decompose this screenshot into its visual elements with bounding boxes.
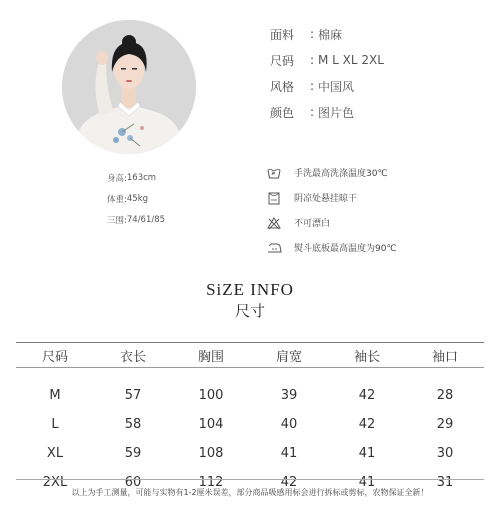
size-table xyxy=(16,342,484,497)
table-cell: L xyxy=(51,417,59,432)
table-cell: 42 xyxy=(358,388,376,403)
table-cell: 57 xyxy=(124,388,142,403)
table-cell: 28 xyxy=(436,388,454,403)
table-cell: 60 xyxy=(124,475,142,490)
care-hand-wash xyxy=(266,160,397,185)
care-iron xyxy=(266,235,397,260)
hang-dry-shade-icon xyxy=(266,190,282,206)
table-body xyxy=(16,368,484,497)
attr-separator: : xyxy=(310,105,315,119)
model-measurements xyxy=(107,167,165,230)
table-cell: 108 xyxy=(198,446,224,461)
table-row xyxy=(16,410,484,439)
model-height xyxy=(107,167,165,188)
table-header-cell: 衣长 xyxy=(119,349,146,365)
care-text: 不可漂白 xyxy=(294,219,331,229)
table-cell: XL xyxy=(46,446,64,461)
table-header-cell: 袖长 xyxy=(353,349,380,365)
attr-label: 尺码 xyxy=(270,53,295,68)
table-cell: 2XL xyxy=(42,475,68,490)
table-cell: 112 xyxy=(198,475,224,490)
model-label: 体重: xyxy=(107,194,127,205)
attr-fabric xyxy=(270,21,384,47)
attr-label: 风格 xyxy=(270,79,295,94)
table-bottom-rule xyxy=(16,479,484,480)
footnote: 以上为手工测量，可能与实物有1-2厘米误差，部分商品吸感用标会进行拆标或剪标，农物保证全新！ xyxy=(71,488,429,497)
attr-value: 图片色 xyxy=(318,105,355,120)
attr-value: 棉麻 xyxy=(318,27,343,42)
table-cell: 40 xyxy=(280,417,298,432)
attr-separator: : xyxy=(310,53,315,67)
model-weight xyxy=(107,188,165,209)
model-measurements-bwh xyxy=(107,209,165,230)
care-instructions xyxy=(266,160,397,260)
model-photo xyxy=(62,20,196,154)
table-cell: 29 xyxy=(436,417,454,432)
model-value: 74/61/85 xyxy=(126,214,166,225)
table-cell: 104 xyxy=(198,417,224,432)
model-label: 三围: xyxy=(107,215,127,226)
table-cell: 42 xyxy=(280,475,298,490)
table-row xyxy=(16,439,484,468)
table-row xyxy=(16,381,484,410)
attr-style xyxy=(270,73,384,99)
attr-label: 面料 xyxy=(270,27,295,42)
table-cell: 58 xyxy=(124,417,142,432)
attr-label: 颜色 xyxy=(270,105,295,120)
model-value: 45kg xyxy=(126,193,149,204)
size-info-subtitle: 尺寸 xyxy=(234,302,265,320)
table-header-cell: 袖口 xyxy=(431,349,458,365)
care-hang-dry xyxy=(266,185,397,210)
size-info-title: SiZE INFO xyxy=(206,280,294,299)
table-cell: 41 xyxy=(280,446,298,461)
hand-wash-icon xyxy=(266,165,282,181)
care-text: 阴凉处悬挂晾干 xyxy=(294,194,358,204)
attr-color xyxy=(270,99,384,125)
model-value: 163cm xyxy=(126,172,157,183)
care-no-bleach xyxy=(266,210,397,235)
product-attributes xyxy=(270,21,384,125)
table-header-row xyxy=(16,343,484,367)
no-bleach-icon xyxy=(266,215,282,231)
table-header-cell: 肩宽 xyxy=(275,349,302,365)
table-cell: 39 xyxy=(280,388,298,403)
table-cell: 59 xyxy=(124,446,142,461)
attr-separator: : xyxy=(310,27,315,41)
table-cell: 30 xyxy=(436,446,454,461)
table-cell: M xyxy=(49,388,61,403)
care-text: 熨斗底板最高温度为90℃ xyxy=(294,244,397,254)
iron-medium-icon xyxy=(266,240,282,256)
table-cell: 41 xyxy=(358,446,376,461)
table-header-cell: 胸围 xyxy=(197,349,224,365)
table-cell: 100 xyxy=(198,388,224,403)
attr-value: M L XL 2XL xyxy=(318,53,384,67)
table-cell: 41 xyxy=(358,475,376,490)
model-label: 身高: xyxy=(107,173,127,184)
attr-size xyxy=(270,47,384,73)
table-header-cell: 尺码 xyxy=(41,349,68,365)
table-cell: 42 xyxy=(358,417,376,432)
table-cell: 31 xyxy=(436,475,454,490)
care-text: 手洗最高洗涤温度30℃ xyxy=(294,169,388,179)
attr-separator: : xyxy=(310,79,315,93)
attr-value: 中国风 xyxy=(318,79,355,94)
